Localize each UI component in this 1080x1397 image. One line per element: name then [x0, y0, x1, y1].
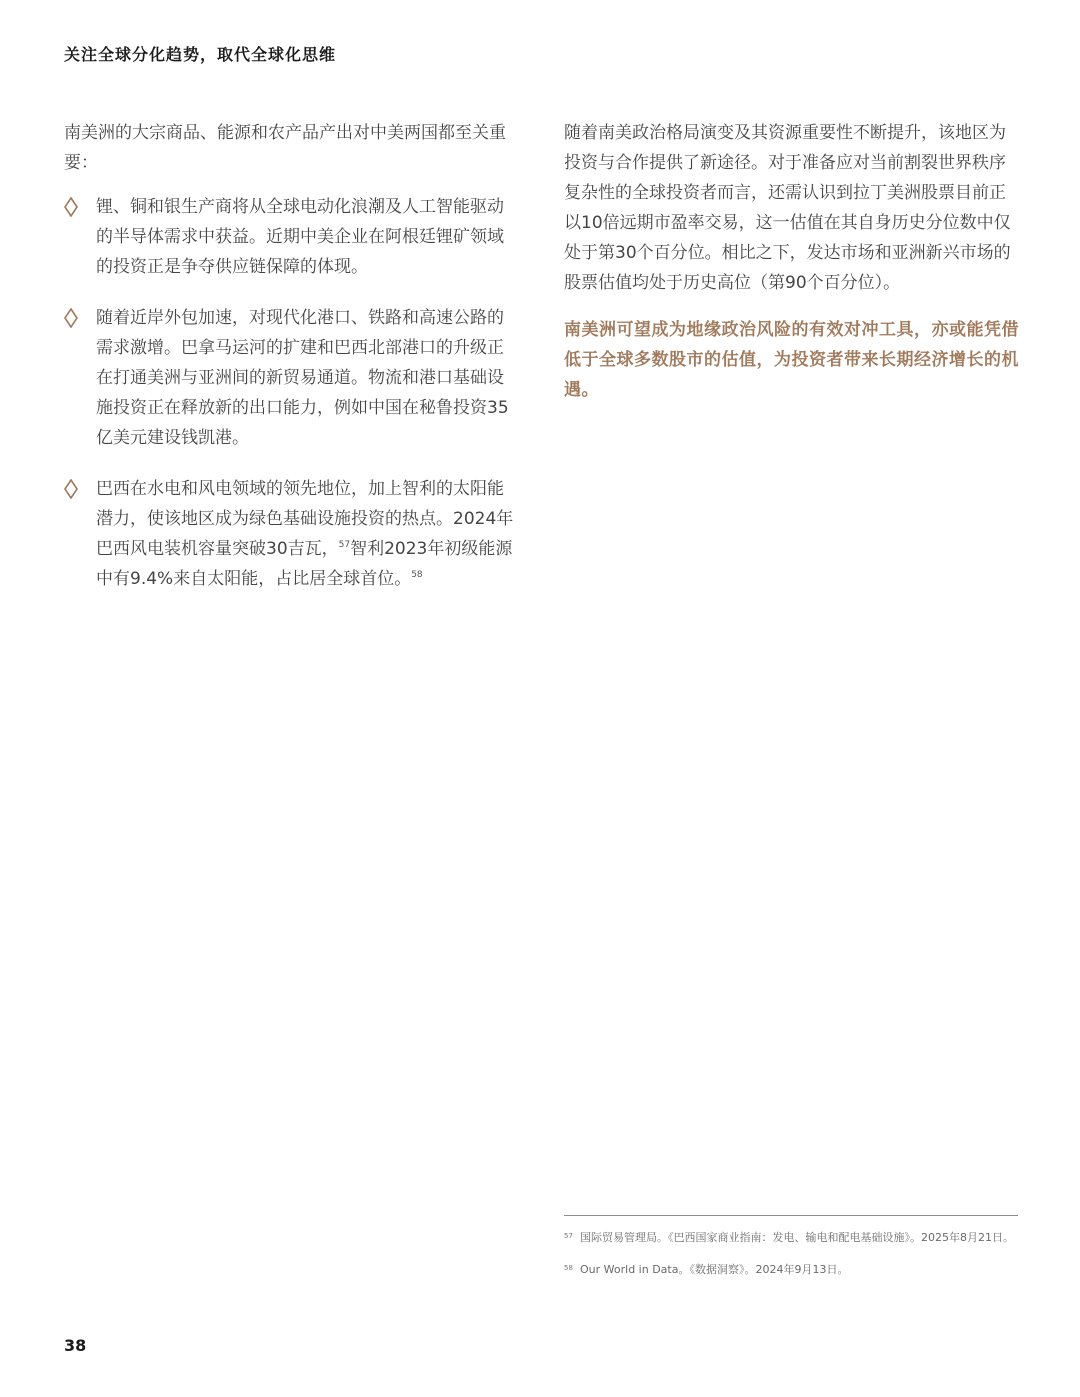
bullet-text: 随着近岸外包加速，对现代化港口、铁路和高速公路的需求激增。巴拿马运河的扩建和巴西北部港口的升级正在打通美洲与亚洲间的新贸易通道。物流和港口基础设施投资正在释放新的出口能力，例如中国在秘鲁投资35亿美元建设钱凯港。: [96, 308, 509, 448]
running-header: 关注全球分化趋势，取代全球化思维: [64, 45, 337, 64]
bullet-text-part-a: 巴西在水电和风电领域的领先地位，加上智利的太阳能潜力，使该地区成为绿色基础设施投资的热点。2024年巴西风电装机容量突破30吉瓦，: [96, 479, 514, 559]
footnote-ref-58[interactable]: 58: [411, 570, 423, 580]
page-number: 38: [64, 1336, 87, 1355]
bullet-item-green-energy: [64, 474, 520, 594]
diamond-outline-icon: [64, 197, 82, 219]
intro-paragraph: 南美洲的大宗商品、能源和农产品产出对中美两国都至关重要：: [64, 123, 506, 173]
bullet-list: [64, 192, 520, 594]
footnote-57: [564, 1228, 1020, 1248]
bullet-text-part-b: 智利2023年初级能源中有9.4%来自太阳能，占比居全球首位。: [96, 539, 513, 589]
footnote-text: Our World in Data。《数据洞察》。2024年9月13日。: [580, 1263, 849, 1276]
left-column: [64, 118, 520, 615]
footnote-number: 58: [564, 1264, 573, 1272]
highlight-callout: 南美洲可望成为地缘政治风险的有效对冲工具，亦或能凭借低于全球多数股市的估值，为投资者带来长期经济增长的机遇。: [564, 320, 1019, 400]
footnotes: [564, 1228, 1020, 1292]
diamond-outline-icon: [64, 479, 82, 501]
body-paragraph: 随着南美政治格局演变及其资源重要性不断提升，该地区为投资与合作提供了新途径。对于准备应对当前割裂世界秩序复杂性的全球投资者而言，还需认识到拉丁美洲股票目前正以10倍远期市盈率交易，这一估值在其自身历史分位数中仅处于第30个百分位。相比之下，发达市场和亚洲新兴市场的股票估值均处于历史高位（第90个百分位）。: [564, 123, 1011, 293]
bullet-item-nearshoring: [64, 303, 520, 453]
footnote-number: 57: [564, 1232, 573, 1240]
footnote-text: 国际贸易管理局。《巴西国家商业指南：发电、输电和配电基础设施》。2025年8月21日。: [580, 1231, 1014, 1244]
bullet-text: 锂、铜和银生产商将从全球电动化浪潮及人工智能驱动的半导体需求中获益。近期中美企业在阿根廷锂矿领域的投资正是争夺供应链保障的体现。: [96, 197, 504, 277]
diamond-outline-icon: [64, 308, 82, 330]
footnote-58: [564, 1260, 1020, 1280]
footnote-ref-57[interactable]: 57: [338, 540, 351, 550]
footnote-divider: [564, 1215, 1018, 1216]
right-column: [564, 118, 1020, 405]
bullet-item-lithium: [64, 192, 520, 282]
